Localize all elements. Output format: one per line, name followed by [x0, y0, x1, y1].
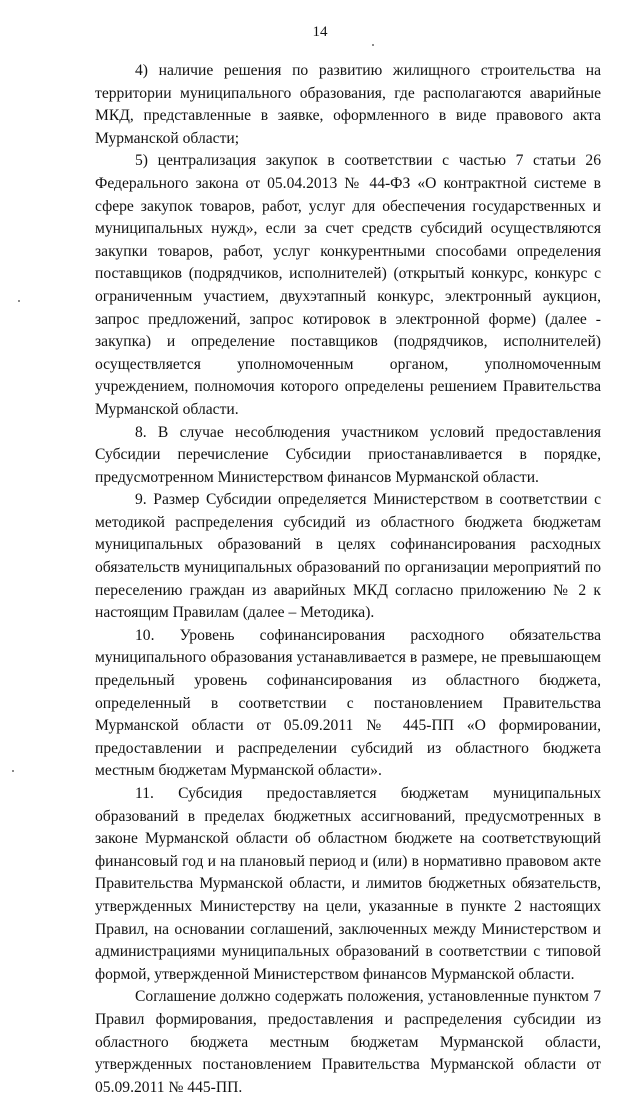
paragraph-clause-10: 10. Уровень софинансирования расходного обязательства муниципального образования устанавливается в размере, не превышающем предельный уровень софинансирования из областного бюджета, определенный в соответствии с постановлением Правительства Мурманской области от 05.09.2011 № 445-ПП «О формировании, предоставлении и распределении субсидий из областного бюджета местным бюджетам Мурманской области».	[95, 626, 601, 780]
scan-speck	[12, 770, 14, 772]
scan-speck	[18, 300, 20, 302]
paragraph-item-5: 5) централизация закупок в соответствии с частью 7 статьи 26 Федерального закона от 05.04.2013 № 44-ФЗ «О контрактной системе в сфере закупок товаров, работ, услуг для обеспечения государственных и муниципальных нужд», если за счет средств субсидий осуществляются закупки товаров, работ, услуг конкурентными способами определения поставщиков (подрядчиков, исполнителей) (открытый конкурс, конкурс с ограниченным участием, двухэтапный конкурс, электронный аукцион, запрос предложений, запрос котировок в электронной форме) (далее - закупка) и определение поставщиков (подрядчиков, исполнителей) осуществляется уполномоченным органом, уполномоченным учреждением, полномочия которого определены решением Правительства Мурманской области.	[95, 152, 601, 418]
page-number: 14	[312, 24, 328, 40]
paragraph-agreement: Соглашение должно содержать положения, установленные пунктом 7 Правил формирования, предоставления и распределения субсидии из областного бюджета местным бюджетам Мурманской области, утвержденных постановлением Правительства Мурманской области от 05.09.2011 № 445-ПП.	[95, 988, 601, 1096]
paragraph-item-4: 4) наличие решения по развитию жилищного строительства на территории муниципального образования, где располагаются аварийные МКД, представленные в заявке, оформленного в виде правового акта Мурманской области;	[95, 62, 601, 147]
scan-speck	[372, 44, 374, 46]
paragraph-clause-8: 8. В случае несоблюдения участником условий предоставления Субсидии перечисление Субсидии приостанавливается в порядке, предусмотренном Министерством финансов Мурманской области.	[95, 423, 601, 486]
document-body	[95, 60, 601, 1099]
paragraph-clause-9: 9. Размер Субсидии определяется Министерством в соответствии с методикой распределения субсидий из областного бюджета бюджетам муниципальных образований в целях софинансирования расходных обязательств муниципальных образований по организации мероприятий по переселению граждан из аварийных МКД согласно приложению № 2 к настоящим Правилам (далее – Методика).	[95, 491, 601, 622]
paragraph-clause-11: 11. Субсидия предоставляется бюджетам муниципальных образований в пределах бюджетных ассигнований, предусмотренных в законе Мурманской области об областном бюджете на соответствующий финансовый год и на плановый период и (или) в нормативно правовом акте Правительства Мурманской области, и лимитов бюджетных обязательств, утвержденных Министерству на цели, указанные в пункте 2 настоящих Правил, на основании соглашений, заключенных между Министерством и администрациями муниципальных образований в соответствии с типовой формой, утвержденной Министерством финансов Мурманской области.	[95, 785, 601, 983]
